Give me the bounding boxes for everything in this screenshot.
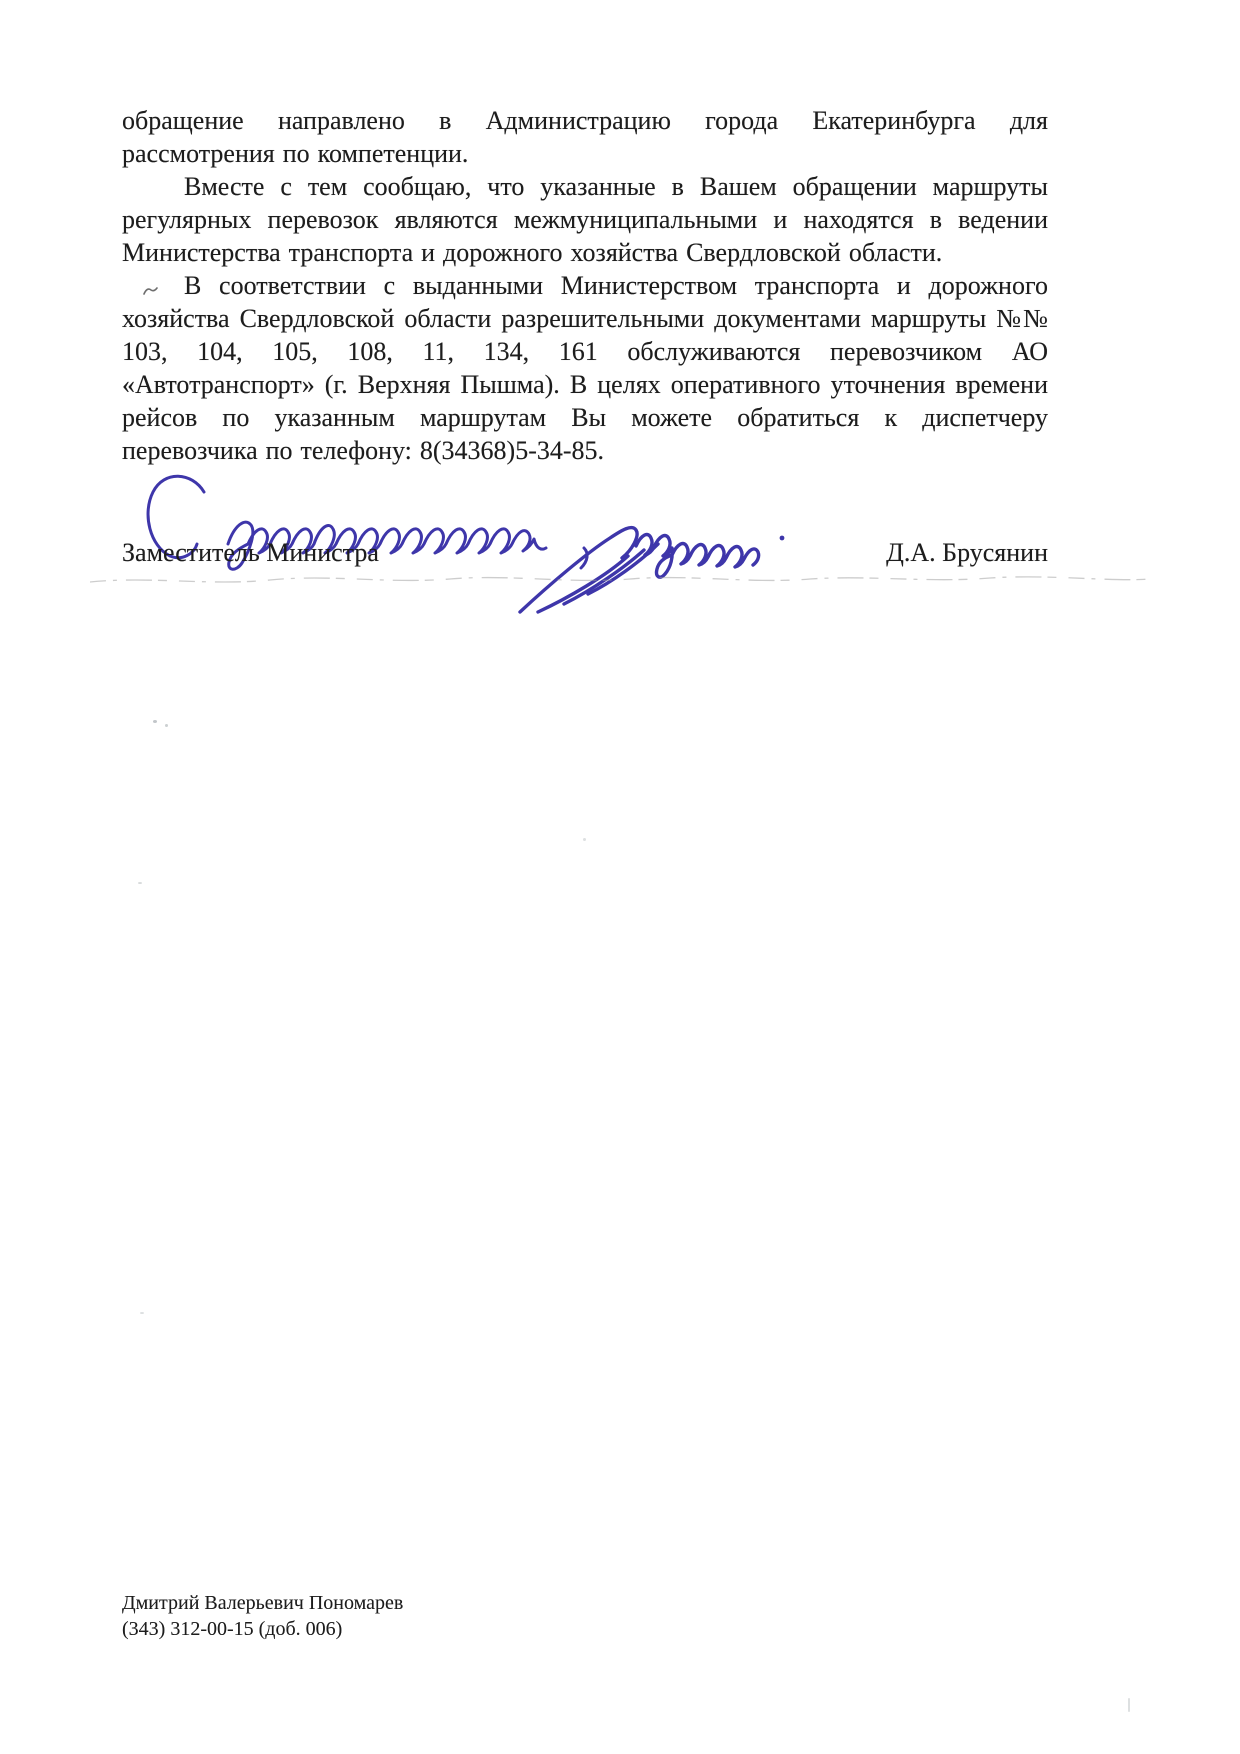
signer-title: Заместитель Министра xyxy=(122,538,379,567)
executor-block xyxy=(122,1590,403,1642)
scan-speck xyxy=(1128,1698,1130,1712)
scan-crease-line xyxy=(90,568,1150,594)
paragraph-continuation: обращение направлено в Администрацию города Екатеринбурга для рассмотрения по компетенции. xyxy=(122,106,1048,168)
scan-speck xyxy=(153,720,157,723)
scan-speck xyxy=(583,838,586,841)
executor-name: Дмитрий Валерьевич Пономарев xyxy=(122,1592,404,1614)
executor-phone: (343) 312-00-15 (доб. 006) xyxy=(122,1618,343,1640)
scan-speck xyxy=(165,724,168,727)
paragraph-carrier-info: В соответствии с выданными Министерством транспорта и дорожного хозяйства Свердловской области разрешительными документами маршруты №№ 103, 104, 105, 108, 11, 134, 161 обслуживаются перевозчиком АО «Автотранспорт» (г. Верхняя Пышма). В целях оперативного уточнения времени рейсов по указанным маршрутам Вы можете обратиться к диспетчеру перевозчика по телефону: 8(34368)5-34-85. xyxy=(122,271,1048,465)
paragraph-routes-info: Вместе с тем сообщаю, что указанные в Вашем обращении маршруты регулярных перевозок являются межмуниципальными и находятся в ведении Министерства транспорта и дорожного хозяйства Свердловской области. xyxy=(122,172,1048,267)
signer-name: Д.А. Брусянин xyxy=(886,538,1048,567)
signature-row xyxy=(122,538,1048,568)
letter-body xyxy=(122,104,1048,467)
scan-speck xyxy=(138,882,142,884)
scan-speck xyxy=(140,1312,144,1314)
